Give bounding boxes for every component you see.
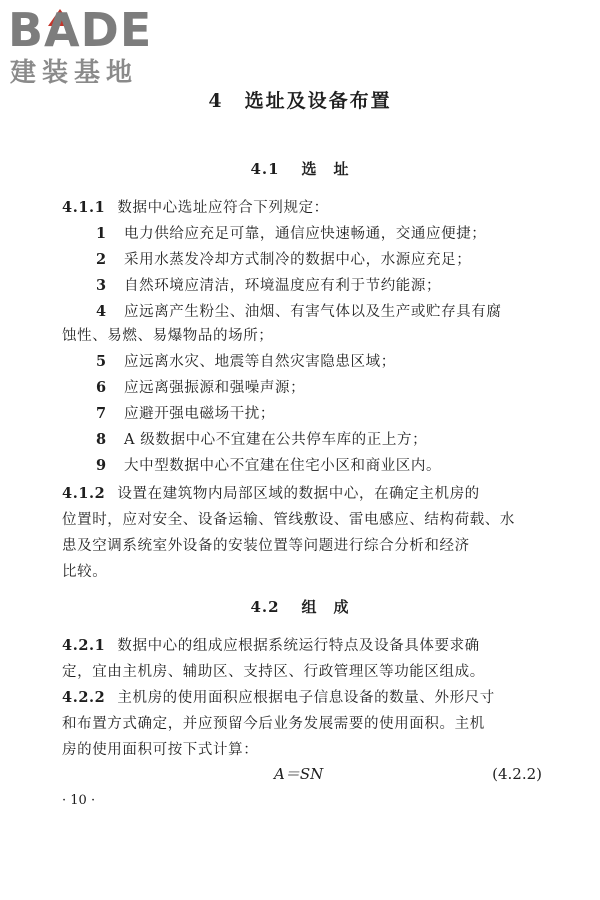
list-item [96, 248, 542, 272]
section-heading [0, 596, 600, 618]
clause-text-line: 定，宜由主机房、辅助区、支持区、行政管理区等功能区组成。 [62, 664, 485, 680]
item-number: 3 [96, 277, 107, 294]
item-text: 大中型数据中心不宜建在住宅小区和商业区内。 [124, 458, 442, 474]
logo-subtitle: 建装基地 [10, 58, 139, 88]
clause-4-2-1 [62, 634, 542, 658]
item-text: 应远离强振源和强噪声源； [124, 380, 306, 396]
section-name: 组 成 [301, 598, 350, 616]
clause-number: 4.1.1 [62, 199, 106, 216]
clause-4-1-1 [62, 196, 542, 220]
page-number: · 10 · [62, 793, 96, 808]
list-item [96, 376, 542, 400]
item-text: 应远离水灾、地震等自然灾害隐患区域； [124, 354, 396, 370]
clause-text-line: 和布置方式确定，并应预留今后业务发展需要的使用面积。主机 [62, 716, 485, 732]
formula-number: (4.2.2) [492, 765, 542, 783]
list-item [96, 428, 542, 452]
item-number: 4 [96, 303, 107, 320]
list-item [96, 222, 542, 246]
formula [62, 762, 542, 786]
clause-text: 数据中心的组成应根据系统运行特点及设备具体要求确 [117, 638, 480, 654]
formula-expression: A＝SN [274, 765, 324, 783]
item-text: 应远离产生粉尘、油烟、有害气体以及生产或贮存具有腐 [124, 304, 502, 320]
list-item [96, 402, 542, 426]
clause-text-line: 位置时，应对安全、设备运输、管线敷设、雷电感应、结构荷载、水 [62, 512, 515, 528]
list-item [96, 300, 542, 324]
item-number: 2 [96, 251, 107, 268]
list-item [96, 350, 542, 374]
item-text: 自然环境应清洁，环境温度应有利于节约能源； [124, 278, 442, 294]
clause-4-1-2 [62, 482, 542, 506]
item-text: 采用水蒸发冷却方式制冷的数据中心，水源应充足； [124, 252, 472, 268]
clause-text: 数据中心选址应符合下列规定： [117, 200, 329, 216]
clause-4-2-2 [62, 686, 542, 710]
clause-text-line: 房的使用面积可按下式计算： [62, 742, 259, 758]
clause-text: 主机房的使用面积应根据电子信息设备的数量、外形尺寸 [117, 690, 495, 706]
chapter-title: 4 选址及设备布置 [208, 90, 392, 112]
clause-number: 4.2.1 [62, 637, 106, 654]
item-text: 应避开强电磁场干扰； [124, 406, 275, 422]
clause-number: 4.2.2 [62, 689, 106, 706]
section-heading [0, 158, 600, 180]
item-number: 9 [96, 457, 107, 474]
item-number: 8 [96, 431, 107, 448]
item-number: 1 [96, 225, 107, 242]
section-number: 4.1 [250, 160, 280, 178]
item-number: 6 [96, 379, 107, 396]
section-number: 4.2 [250, 598, 280, 616]
clause-text-line: 比较。 [62, 564, 108, 580]
clause-number: 4.1.2 [62, 485, 106, 502]
list-item [96, 454, 542, 478]
section-name: 选 址 [301, 160, 350, 178]
item-text: 电力供给应充足可靠，通信应快速畅通，交通应便捷； [124, 226, 487, 242]
item-number: 5 [96, 353, 107, 370]
clause-text: 设置在建筑物内局部区域的数据中心，在确定主机房的 [117, 486, 480, 502]
item-text: A 级数据中心不宜建在公共停车库的正上方； [124, 432, 428, 448]
list-item-continuation: 蚀性、易燃、易爆物品的场所； [62, 328, 274, 344]
watermark-logo [8, 3, 178, 96]
clause-text-line: 患及空调系统室外设备的安装位置等问题进行综合分析和经济 [62, 538, 470, 554]
list-item [96, 274, 542, 298]
item-number: 7 [96, 405, 107, 422]
logo-brand: BADE [8, 3, 153, 57]
